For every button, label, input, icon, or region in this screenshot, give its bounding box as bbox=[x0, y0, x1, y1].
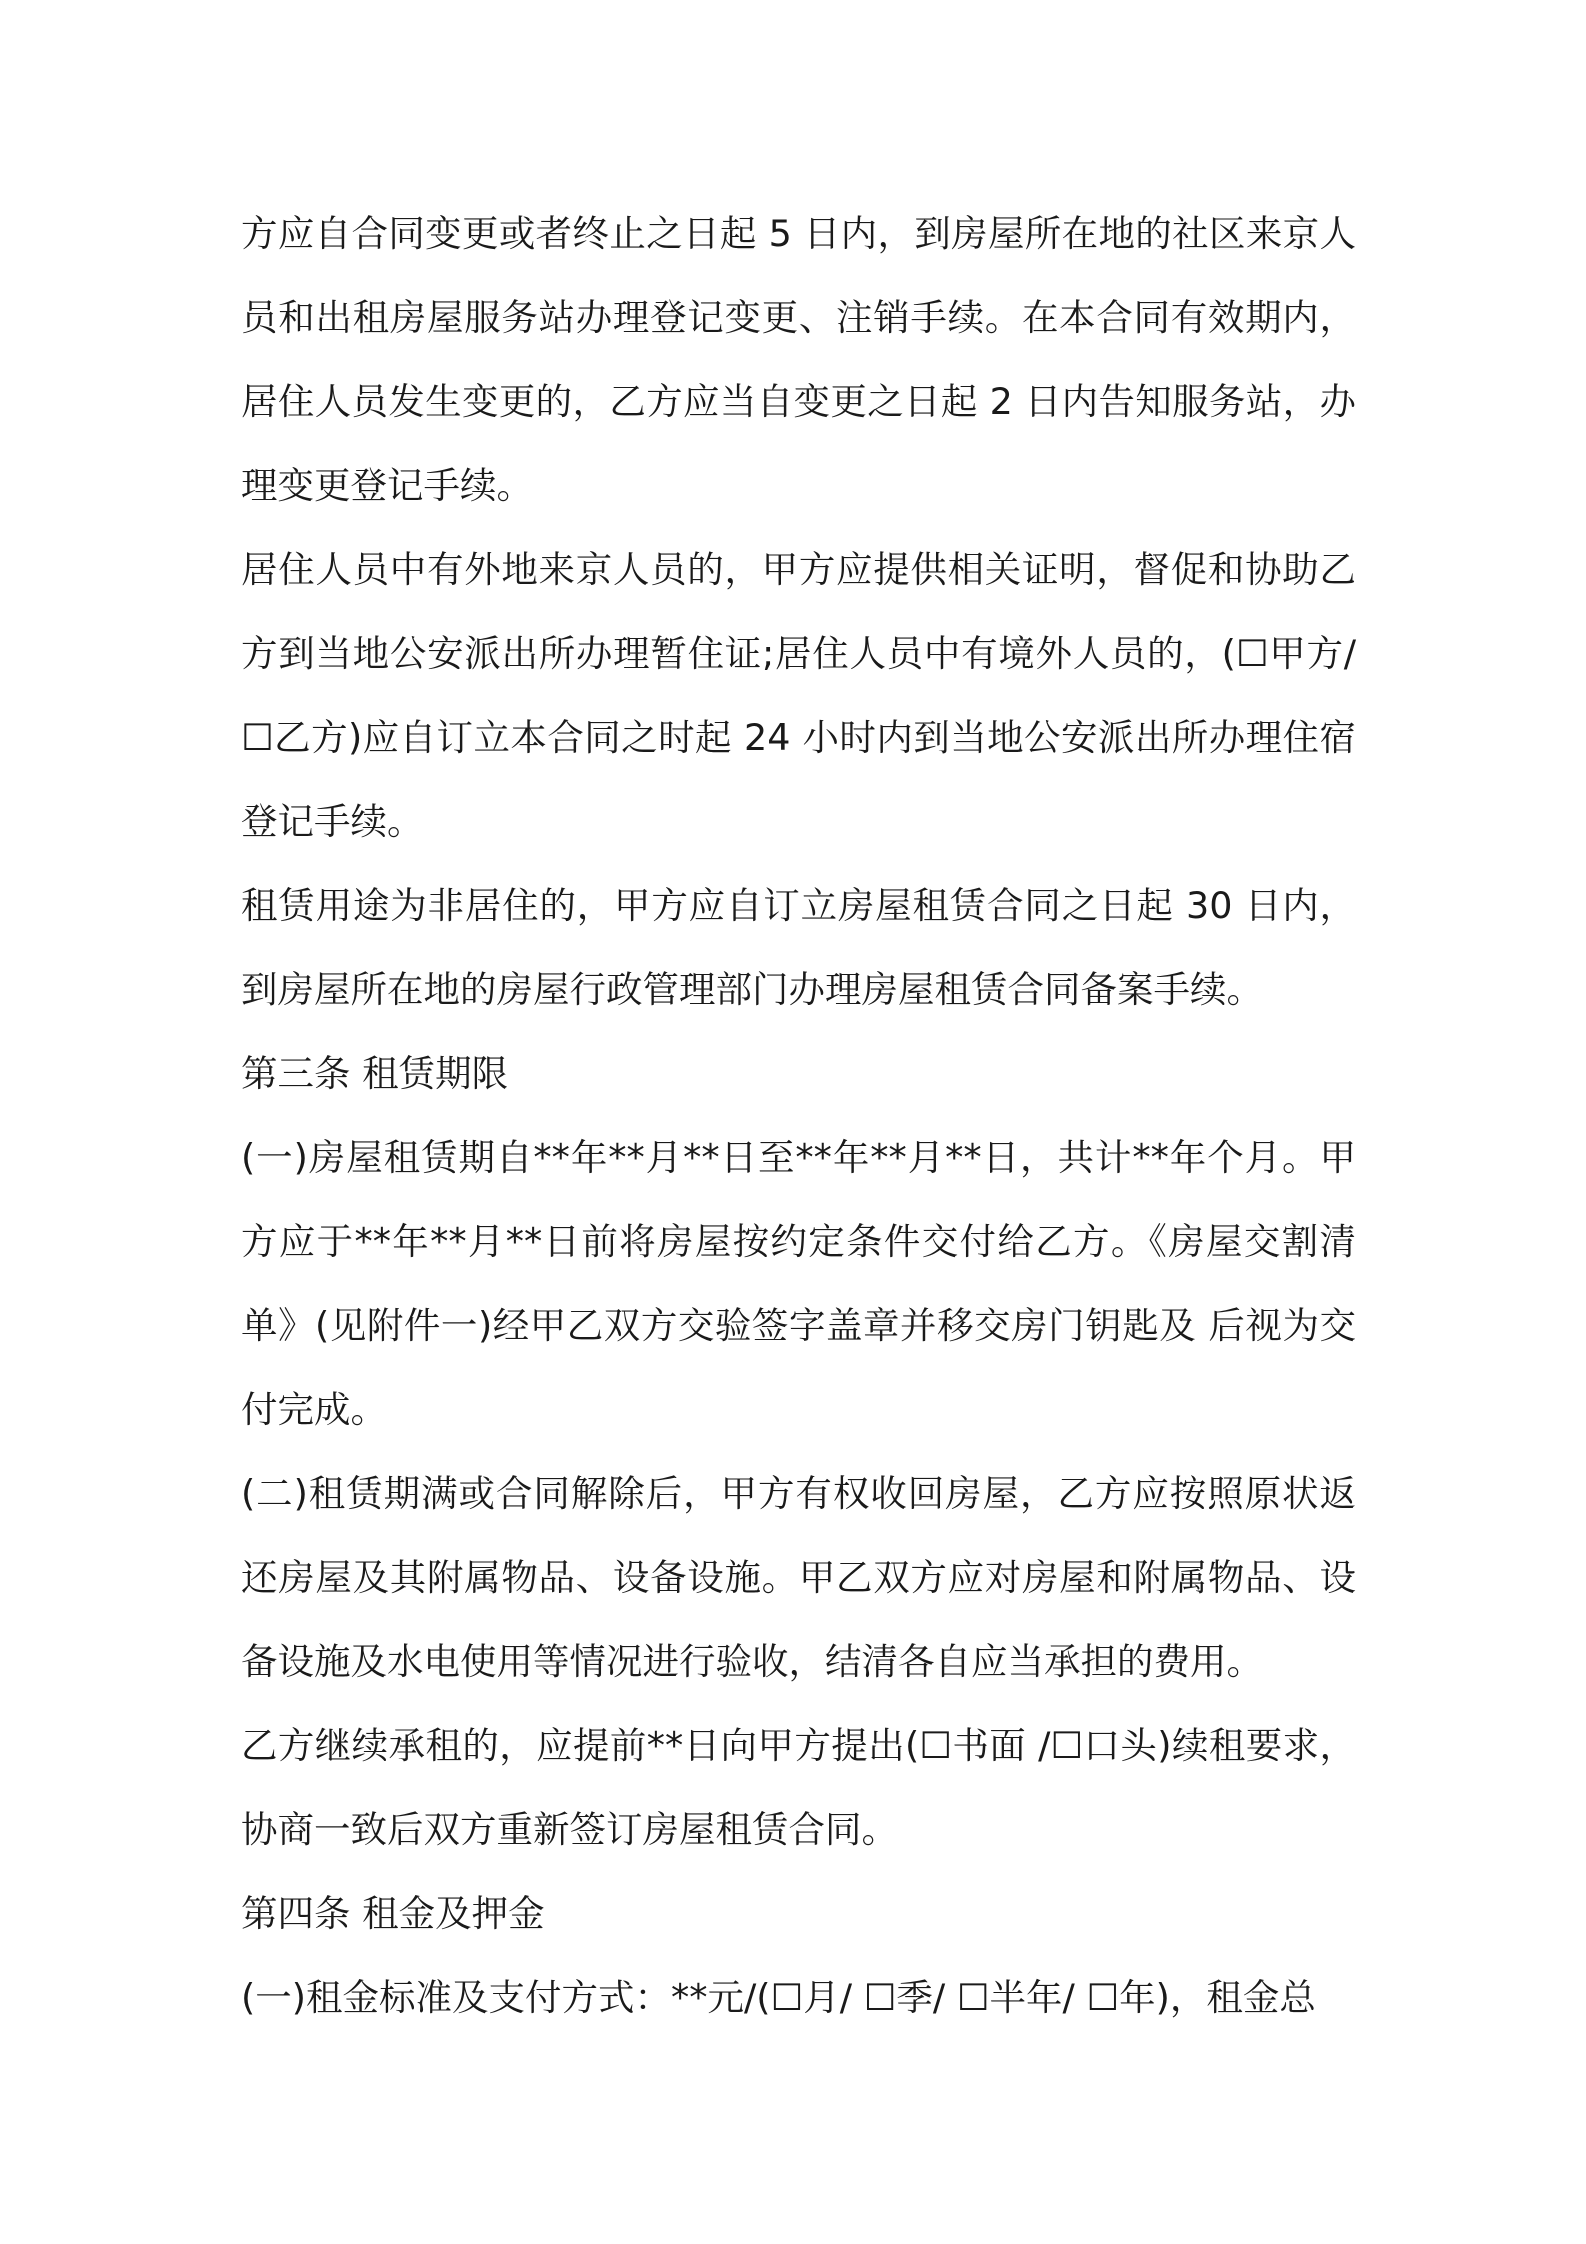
paragraph-registration-change: 方应自合同变更或者终止之日起 5 日内，到房屋所在地的社区来京人员和出租房屋服务站办理登记变更、注销手续。在本合同有效期内，居住人员发生变更的，乙方应当自变更之日起 2 日内告知服务站，办理变更登记手续。 bbox=[241, 212, 1356, 507]
paragraph-lease-expiry: (二)租赁期满或合同解除后，甲方有权收回房屋，乙方应按照原状返还房屋及其附属物品、设备设施。甲乙双方应对房屋和附属物品、设备设施及水电使用等情况进行验收，结清各自应当承担的费用。 bbox=[241, 1472, 1356, 1683]
paragraph-lease-renewal: 乙方继续承租的，应提前**日向甲方提出(☐书面 /☐口头)续租要求，协商一致后双方重新签订房屋租赁合同。 bbox=[241, 1724, 1356, 1851]
paragraph-lease-period: (一)房屋租赁期自**年**月**日至**年**月**日，共计**年个月。甲方应于**年**月**日前将房屋按约定条件交付给乙方。《房屋交割清单》(见附件一)经甲乙双方交验签字盖章并移交房门钥匙及 后视为交付完成。 bbox=[241, 1136, 1356, 1431]
paragraph-non-residential-filing: 租赁用途为非居住的，甲方应自订立房屋租赁合同之日起 30 日内，到房屋所在地的房屋行政管理部门办理房屋租赁合同备案手续。 bbox=[241, 884, 1356, 1011]
section-heading-lease-term: 第三条 租赁期限 bbox=[241, 1052, 509, 1095]
document-body bbox=[241, 192, 1356, 2040]
paragraph-residence-registration: 居住人员中有外地来京人员的，甲方应提供相关证明，督促和协助乙方到当地公安派出所办理暂住证;居住人员中有境外人员的，(☐甲方/☐乙方)应自订立本合同之时起 24 小时内到当地公安派出所办理住宿登记手续。 bbox=[241, 548, 1356, 843]
section-heading-rent-deposit: 第四条 租金及押金 bbox=[241, 1892, 545, 1935]
paragraph-rent-standard: (一)租金标准及支付方式：**元/(☐月/ ☐季/ ☐半年/ ☐年)，租金总 bbox=[241, 1976, 1316, 2019]
